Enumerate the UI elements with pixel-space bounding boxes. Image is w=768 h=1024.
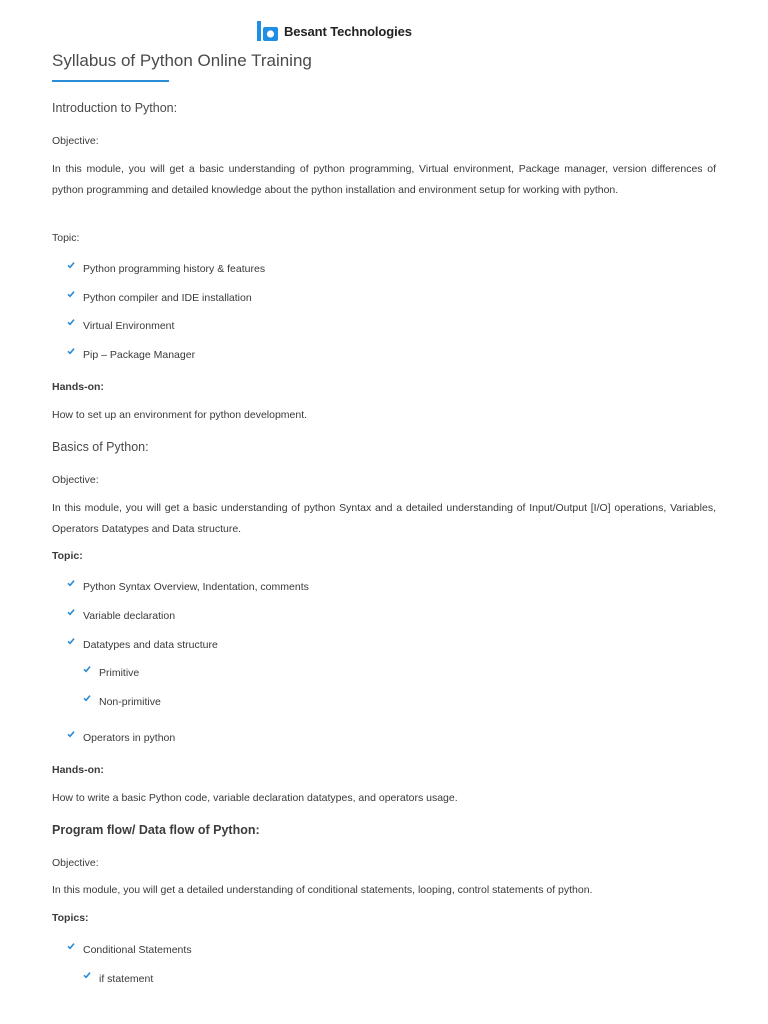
list-item xyxy=(67,732,175,744)
list-item-label: Datatypes and data structure xyxy=(83,639,218,651)
sub-list-item xyxy=(83,667,139,679)
handson-text: How to set up an environment for python development. xyxy=(52,409,308,421)
list-item xyxy=(67,320,174,332)
checkmark-icon xyxy=(67,730,75,738)
list-item xyxy=(67,292,252,304)
checkmark-icon xyxy=(67,637,75,645)
brand-logo xyxy=(257,19,412,43)
checkmark-icon xyxy=(67,290,75,298)
checkmark-icon xyxy=(67,579,75,587)
list-item-label: Primitive xyxy=(99,667,140,679)
checkmark-icon xyxy=(83,971,91,979)
list-item-label: if statement xyxy=(99,973,154,985)
sub-list-item xyxy=(83,696,161,708)
list-item-label: Conditional Statements xyxy=(83,944,192,956)
sub-list-item xyxy=(83,973,153,985)
checkmark-icon xyxy=(83,694,91,702)
objective-label: Objective: xyxy=(52,135,99,147)
checkmark-icon xyxy=(67,608,75,616)
list-item xyxy=(67,263,265,275)
title-underline xyxy=(52,80,169,82)
list-item-label: Python compiler and IDE installation xyxy=(83,292,252,304)
handson-label: Hands-on: xyxy=(52,381,104,393)
topic-label: Topics: xyxy=(52,912,89,924)
objective-label: Objective: xyxy=(52,857,99,869)
list-item-label: Virtual Environment xyxy=(83,320,175,332)
brand-name: Besant Technologies xyxy=(284,23,412,39)
checkmark-icon xyxy=(67,318,75,326)
list-item-label: Python programming history & features xyxy=(83,263,266,275)
list-item xyxy=(67,349,195,361)
checkmark-icon xyxy=(67,347,75,355)
checkmark-icon xyxy=(83,665,91,673)
list-item-label: Python Syntax Overview, Indentation, comments xyxy=(83,581,309,593)
section-heading: Introduction to Python: xyxy=(52,101,178,115)
section-heading: Basics of Python: xyxy=(52,440,149,454)
objective-label: Objective: xyxy=(52,474,99,486)
topic-label: Topic: xyxy=(52,232,80,244)
list-item-label: Variable declaration xyxy=(83,610,176,622)
objective-text: In this module, you will get a detailed understanding of conditional statements, looping, control statements of python. xyxy=(52,884,593,896)
section-heading: Program flow/ Data flow of Python: xyxy=(52,823,260,837)
checkmark-icon xyxy=(67,942,75,950)
page-title: Syllabus of Python Online Training xyxy=(52,51,312,70)
besant-logo-icon xyxy=(257,20,279,42)
objective-text: In this module, you will get a basic understanding of python Syntax and a detailed understanding of Input/Output [I/O] operations, Variables, Operators Datatypes and Data structure. xyxy=(52,502,716,535)
list-item-label: Non-primitive xyxy=(99,696,161,708)
handson-text: How to write a basic Python code, variable declaration datatypes, and operators usage. xyxy=(52,792,458,804)
list-item xyxy=(67,610,175,622)
list-item-label: Pip – Package Manager xyxy=(83,349,196,361)
checkmark-icon xyxy=(67,261,75,269)
list-item xyxy=(67,944,192,956)
handson-label: Hands-on: xyxy=(52,764,104,776)
objective-text: In this module, you will get a basic understanding of python programming, Virtual environment, Package manager, version differences of python programming and detailed knowledge about the python installation and environment setup for working with python. xyxy=(52,163,716,196)
list-item-label: Operators in python xyxy=(83,732,176,744)
topic-label: Topic: xyxy=(52,550,83,562)
list-item xyxy=(67,581,309,593)
list-item xyxy=(67,639,218,651)
